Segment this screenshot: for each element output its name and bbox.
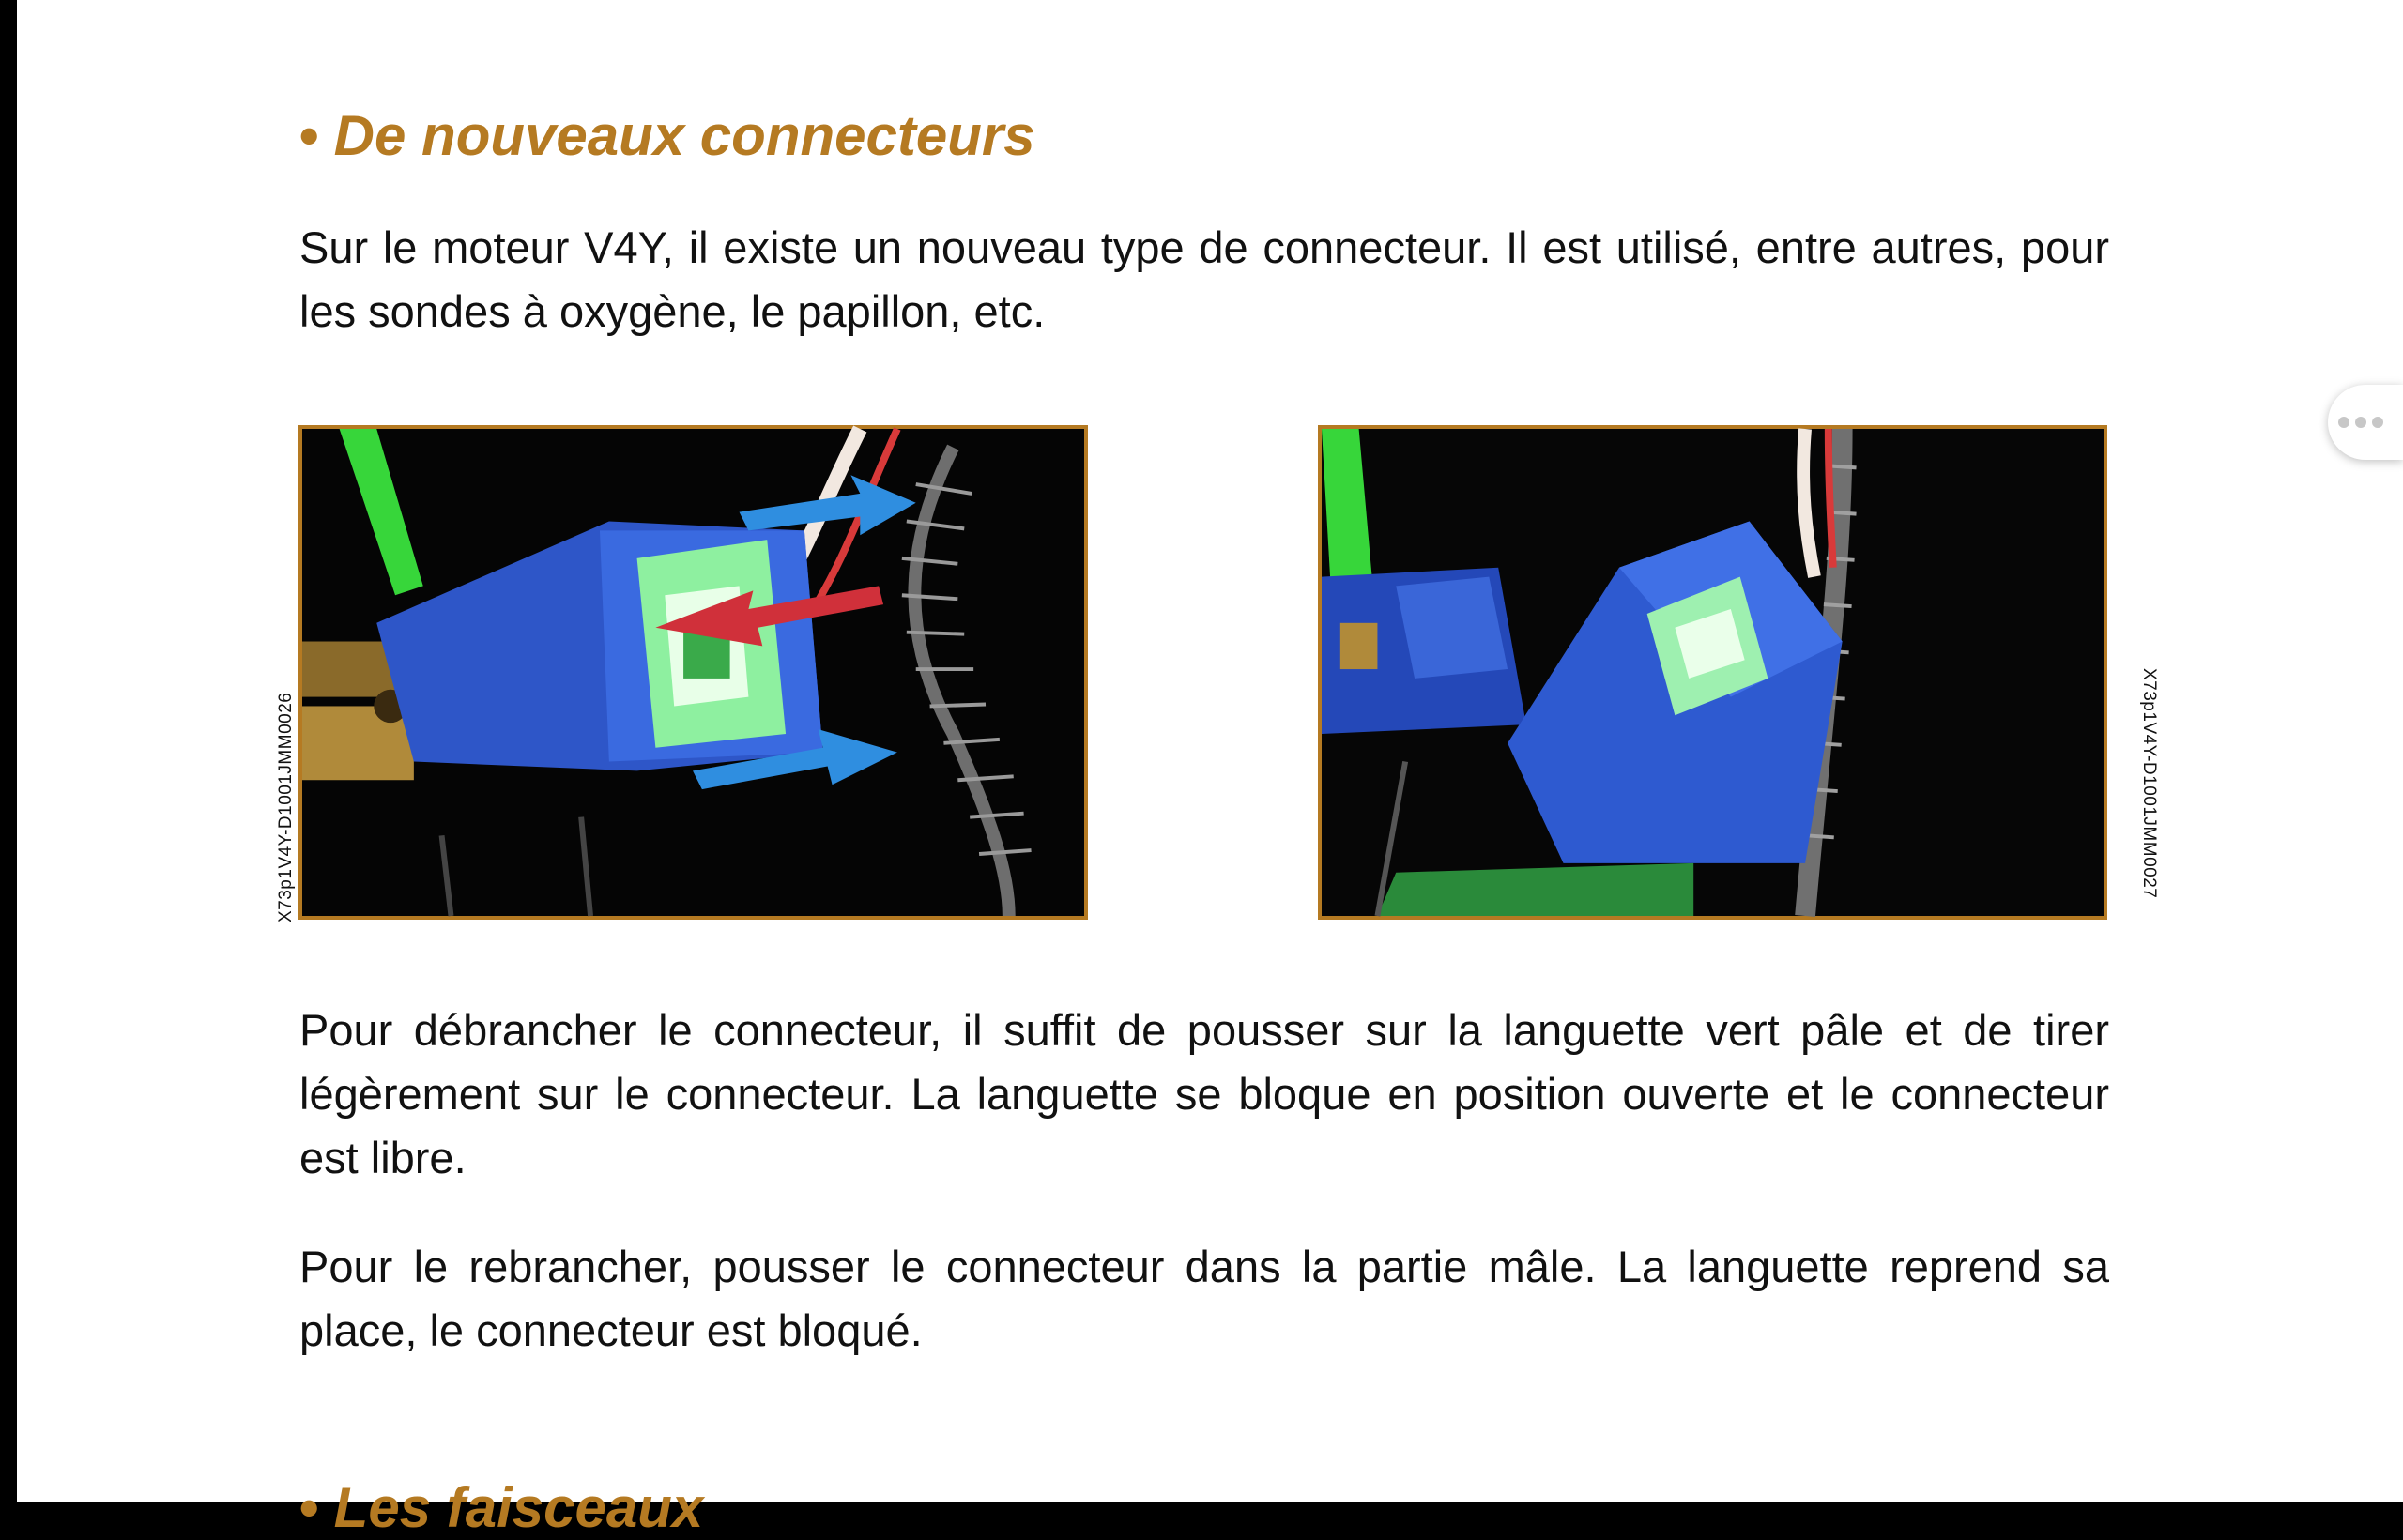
connector-arrows-illustration: [302, 429, 1084, 916]
figure-reference-right: X73p1V4Y-D1001JMM0027: [2139, 668, 2159, 899]
connector-photo-left: [298, 425, 1088, 920]
connector-photo-right: [1318, 425, 2107, 920]
intro-paragraph: Sur le moteur V4Y, il existe un nouveau type de connecteur. Il est utilisé, entre autres, pour les sondes à oxygène, le papillon, etc.: [299, 222, 2109, 336]
section-heading: • De nouveaux connecteurs: [298, 104, 1035, 167]
next-section-heading-text: • Les faisceaux: [298, 1476, 704, 1539]
more-options-button[interactable]: [2328, 385, 2403, 460]
next-section-heading: [298, 1475, 880, 1539]
disconnect-paragraph: Pour débrancher le connecteur, il suffit de pousser sur la languette vert pâle et de tirer légèrement sur le connecteur. La languette se bloque en position ouverte et le connecteur est libre.: [299, 1005, 2109, 1182]
document-page: [17, 0, 2403, 1539]
more-dot-icon: [2372, 417, 2383, 428]
more-dot-icon: [2338, 417, 2349, 428]
figure-reference-left: X73p1V4Y-D1001JMM0026: [276, 692, 296, 922]
reconnect-paragraph: Pour le rebrancher, pousser le connecteur dans la partie mâle. La languette reprend sa place, le connecteur est bloqué.: [299, 1242, 2109, 1355]
more-dot-icon: [2355, 417, 2366, 428]
connector-unplugged-illustration: [1322, 429, 2104, 916]
